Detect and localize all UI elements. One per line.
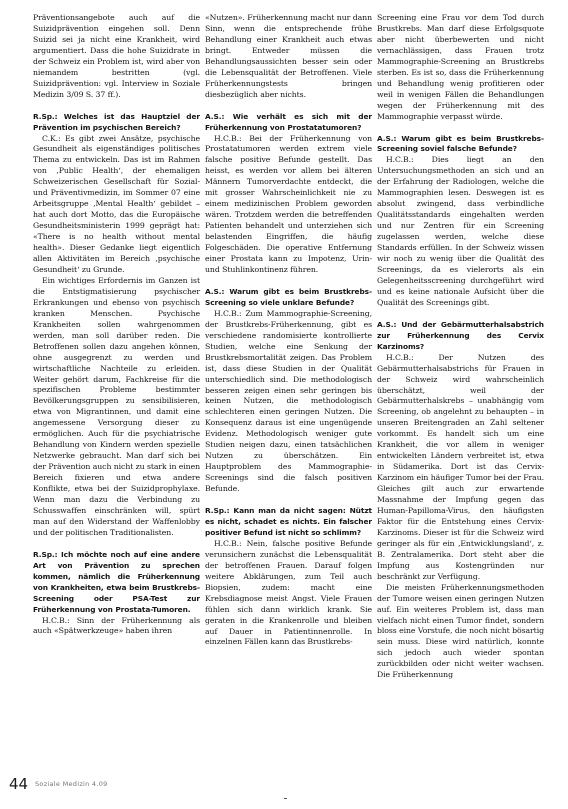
- divider-mark: [284, 798, 287, 799]
- body-paragraph: «Nutzen». Früherkennung macht nur dann Sinn, wenn die entsprechende frühe Behandlung einer Krankheit auch etwas bringt. Entweder müssen die Behandlungsaussichten besser sein oder die Lebensqualität der Betroffenen. Viele Früherkennungstests bringen diesbezüglich aber nichts.: [205, 13, 372, 99]
- interview-answer: H.C.B.: Zum Mammographie-Screening, der Brustkrebs-Früherkennung, gibt es verschiedene randomisierte kontrollierte Studien, welche eine Senkung der Brustkrebsmortalität zeigen. Das Problem ist, dass diese Studien in der Qualität unterschiedlich sind. Die methodologisch besseren zeigen einen sehr geringen bis keinen Nutzen, die methodologisch schlechteren einen geringen Nutzen. Die Konsequenz daraus ist eine ungenügende Evidenz. Methodologisch weniger gute Studien neigen dazu, einen tatsächlichen Nutzen zu überschätzen. Ein Hauptproblem des Mammographie-Screenings sind die falsch positiven Befunde.: [205, 308, 372, 494]
- page-number: 44: [9, 775, 29, 793]
- page-footer: [9, 774, 309, 794]
- publication-name: Soziale Medizin 4.09: [35, 780, 108, 788]
- interview-answer: H.C.B.: Der Nutzen des Gebärmutterhalsabstrichs für Frauen in der Schweiz wird wahrscheinlich überschätzt, weil der Gebärmutterhalskrebs – unabhängig vom Screening, ob angelehnt zu behaupten – in unseren Breitengraden an Zahl seltener vorkommt. Es handelt sich um eine Krankheit, die vor allem in weniger entwickelten Ländern verbreitet ist, etwa in Südamerika. Dort ist das Cervix-Karzinom ein häufiger Tumor bei der Frau. Gleiches gilt auch zur erwartende Massnahme der Impfung gegen das Human-Papilloma-Virus, den häufigsten Faktor für die Entstehung eines Cervix-Karzinoms. Dieser ist für die Schweiz wird geringer als für ein ‚Entwicklungsland‘, z. B. Zentralamerika. Dort steht aber die Impfung aus Kostengründen nur beschränkt zur Verfügung.: [377, 352, 544, 581]
- interview-question: A.S.: Wie verhält es sich mit der Früherkennung von Prostatatumoren?: [205, 111, 372, 132]
- body-paragraph: Screening eine Frau vor dem Tod durch Brustkrebs. Man darf diese Erfolgsquote aber nicht überbewerten und nicht vernachlässigen, dass Frauen trotz Mammographie-Screening an Brustkrebs sterben. Es ist so, dass die Früherkennung und Behandlung wenig profitieren oder weil in wenigen Fällen die Behandlungen wegen der Früherkennung mit des Mammographie verpasst würde.: [377, 13, 544, 121]
- interview-question: R.Sp.: Ich möchte noch auf eine andere Art von Prävention zu sprechen kommen, nämlich die Früherkennung von Krankheiten, etwa beim Brustkrebs-Screening oder PSA-Test zur Früherkennung von Prostata-Tumoren.: [33, 549, 200, 614]
- text-column-3: [377, 13, 544, 681]
- body-paragraph: Präventionsangebote auch auf die Suizidprävention eingehen soll. Denn Suizid sei ja nicht eine Krankheit, wird argumentiert. Dass die hohe Suizidrate in der Schweiz ein Problem ist, wird aber von niemandem bestritten (vgl. Suizidprävention: vgl. Interview in Soziale Medizin 3/09 S. 37 ff.).: [33, 13, 200, 99]
- interview-question: A.S.: Warum gibt es beim Brustkrebs-Screening so viele unklare Befunde?: [205, 286, 372, 307]
- interview-answer: H.C.B.: Sinn der Früherkennung als auch «Spätwerkzeuge» haben ihren: [33, 615, 200, 636]
- interview-question: R.Sp.: Welches ist das Hauptziel der Prävention im psychischen Bereich?: [33, 111, 200, 132]
- interview-answer: H.C.B.: Nein, falsche positive Befunde verunsichern zunächst die Lebensqualität der betroffenen Frauen. Darauf folgen weitere Abklärungen, zum Teil auch Biopsien, zudem: macht eine Krebsdiagnose meist Angst. Viele Frauen fühlen sich dann wirklich krank. Sie geraten in die Krankenrolle und bleiben auf Dauer in Patientinnenrolle. In einzelnen Fällen kann das Brustkrebs-: [205, 538, 372, 647]
- body-paragraph: Ein wichtiges Erfordernis im Ganzen ist die Entstigmatisierung psychischer Erkrankungen und ebenso von psychisch kranken Menschen. Psychische Krankheiten sollen wahrgenommen werden, man soll darüber reden. Die Betroffenen sollen dazu angehen können, ohne ausgegrenzt zu werden und wirtschaftliche Nachteile zu erleiden. Weiter gehört darum, Fachkreise für die spezifischen Probleme bestimmter Bevölkerungsgruppen zu sensibilisieren, etwa von Migrantinnen, und damit eine angemessene Versorgung dieser zu ermöglichen. Auch für die psychiatrische Behandlung von Kindern werden spezielle Netzwerke gebraucht. Man darf sich bei der Prävention auch nicht zu stark in einen Bereich fixieren und etwa andere Konflikte, etwa bei der Suizidprophylaxe. Wenn man dazu die Verbindung zu Schusswaffen einschränken will, spürt man auf den Widerstand der Waffenlobby und der politischen Traditionalisten.: [33, 275, 200, 537]
- interview-question: R.Sp.: Kann man da nicht sagen: Nützt es nicht, schadet es nichts. Ein falscher positiver Befund ist nicht so schlimm?: [205, 506, 372, 537]
- text-column-1: [33, 13, 200, 637]
- interview-answer: H.C.B.: Dies liegt an den Untersuchungsmethoden an sich und an der Erfahrung der Radiologen, welche die Mammographien lesen. Deswegen ist es absolut zwingend, dass verbindliche Qualitätsstandards eingehalten werden und nur Zentren für ein Screening zugelassen werden, welche diese Standards erfüllen. In der Schweiz wissen wir noch zu wenig über die Qualität des Screenings, da es vielerorts als ein Gelegenheitsscreening durchgeführt wird und es keine nationale Aufsicht über die Qualität des Screenings gibt.: [377, 155, 544, 307]
- interview-answer: H.C.B.: Bei der Früherkennung von Prostatatumoren werden extrem viele falsche positive Befunde gestellt. Das heisst, es werden vor allem bei älteren Männern Tumorverdachte entdeckt, die mit grosser Wahrscheinlichkeit nie zu einem medizinischen Problem geworden wären. Trotzdem werden die betreffenden Patienten behandelt und unterziehen sich belastenden Eingriffen, die häufig Folgeschäden. Die operative Entfernung einer Prostata kann zu Impotenz, Urin- und Stuhlinkontinenz führen.: [205, 133, 372, 274]
- interview-answer: C.K.: Es gibt zwei Ansätze, psychische Gesundheit als eigenständiges politisches Thema zu entwickeln. Das ist im Rahmen von ‚Public Health‘, der ehemaligen Schweizerischen Gesellschaft für Sozial- und Präventivmedizin, im Sommer 07 eine Arbeitsgruppe ‚Mental Health‘ gebildet – hat auch dort Motto, das die Europäische Gesundheitsministerin 1999 geprägt hat: «There is no health without mental health». Dieser Gedanke liegt eigentlich allen Aktivitäten im Bereich ‚psychische Gesundheit‘ zu Grunde.: [33, 133, 200, 274]
- text-column-2: [205, 13, 372, 648]
- interview-question: A.S.: Und der Gebärmutterhalsabstrich zur Früherkennung des Cervix Karzinoms?: [377, 319, 544, 351]
- interview-question: A.S.: Warum gibt es beim Brustkrebs-Screening soviel falsche Befunde?: [377, 133, 544, 154]
- body-paragraph: Die meisten Früherkennungsmethoden der Tumore weisen einen geringen Nutzen auf. Ein weiteres Problem ist, dass man vielfach nicht einen Tumor findet, sondern bloss eine Vorstufe, die noch nicht bösartig sein muss. Diese wird natürlich, konnte sich jedoch auch wieder spontan zurückbilden oder nicht weiter wachsen. Die Früherkennung: [377, 582, 544, 680]
